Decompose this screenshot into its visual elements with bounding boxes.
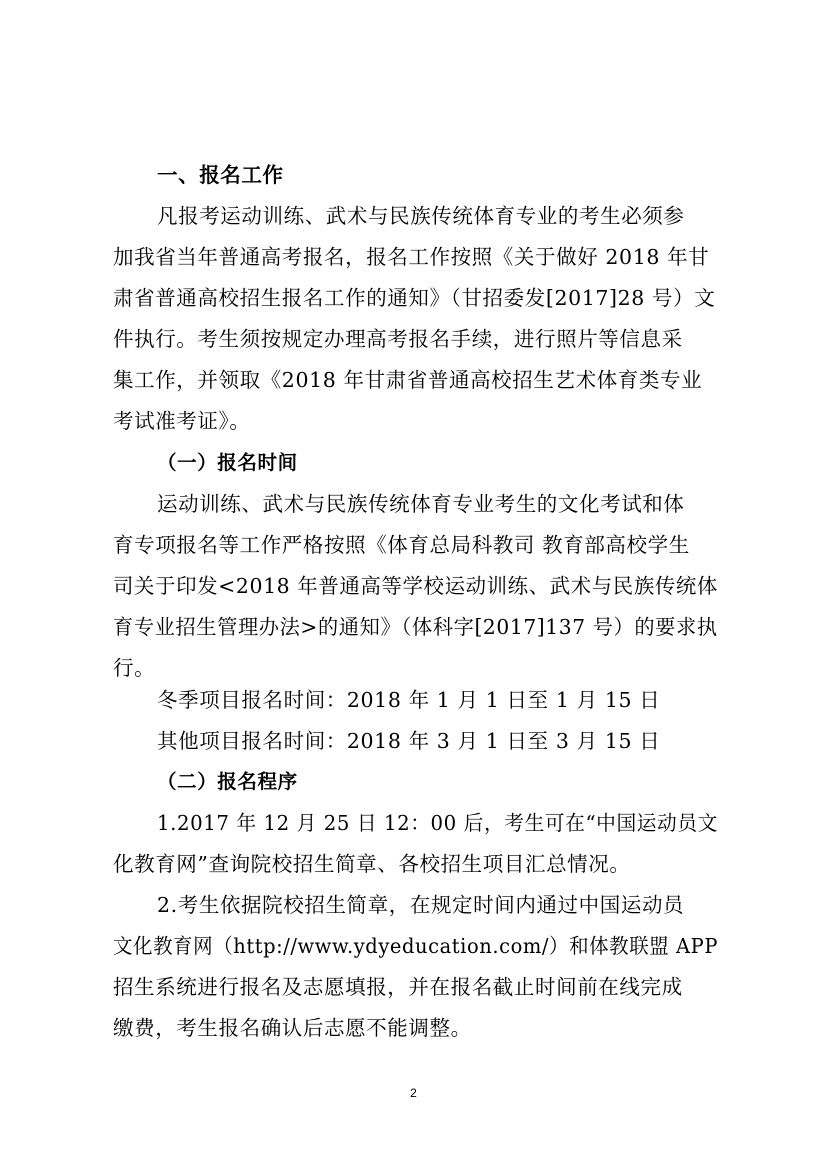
paragraph-line: 考试准考证》。: [113, 409, 251, 433]
paragraph-line: 招生系统进行报名及志愿填报，并在报名截止时间前在线完成: [113, 975, 683, 999]
paragraph-line: 司关于印发<2018 年普通高等学校运动训练、武术与民族传统体: [113, 574, 718, 598]
page-number: 2: [410, 1086, 417, 1100]
paragraph-line: 集工作，并领取《2018 年甘肃省普通高校招生艺术体育类专业: [113, 368, 703, 392]
paragraph-line: 缴费，考生报名确认后志愿不能调整。: [113, 1016, 472, 1040]
paragraph-line: 育专项报名等工作严格按照《体育总局科教司 教育部高校学生: [113, 533, 690, 557]
paragraph-line: 加我省当年普通高考报名，报名工作按照《关于做好 2018 年甘: [113, 245, 710, 269]
paragraph-line: 1.2017 年 12 月 25 日 12：00 后，考生可在“中国运动员文: [157, 811, 718, 835]
paragraph-line: 凡报考运动训练、武术与民族传统体育专业的考生必须参: [157, 204, 685, 228]
subsection-heading: （二）报名程序: [157, 770, 298, 793]
paragraph-line: 运动训练、武术与民族传统体育专业考生的文化考试和体: [157, 492, 685, 516]
paragraph-line: 肃省普通高校招生报名工作的通知》（甘招委发[2017]28 号）文: [113, 286, 716, 310]
other-registration-time: 其他项目报名时间：2018 年 3 月 1 日至 3 月 15 日: [157, 729, 661, 753]
paragraph-line: 行。: [113, 656, 156, 680]
section-heading: 一、报名工作: [157, 163, 284, 187]
paragraph-line: 件执行。考生须按规定办理高考报名手续，进行照片等信息采: [113, 327, 683, 351]
subsection-heading: （一）报名时间: [157, 451, 298, 474]
paragraph-line: 2.考生依据院校招生简章，在规定时间内通过中国运动员: [157, 893, 685, 917]
paragraph-line: 化教育网”查询院校招生简章、各校招生项目汇总情况。: [113, 852, 631, 876]
paragraph-line: 育专业招生管理办法>的通知》（体科字[2017]137 号）的要求执: [113, 615, 718, 639]
winter-registration-time: 冬季项目报名时间：2018 年 1 月 1 日至 1 月 15 日: [157, 688, 661, 712]
paragraph-line: 文化教育网（http://www.ydyeducation.com/）和体教联盟 APP: [113, 934, 719, 958]
